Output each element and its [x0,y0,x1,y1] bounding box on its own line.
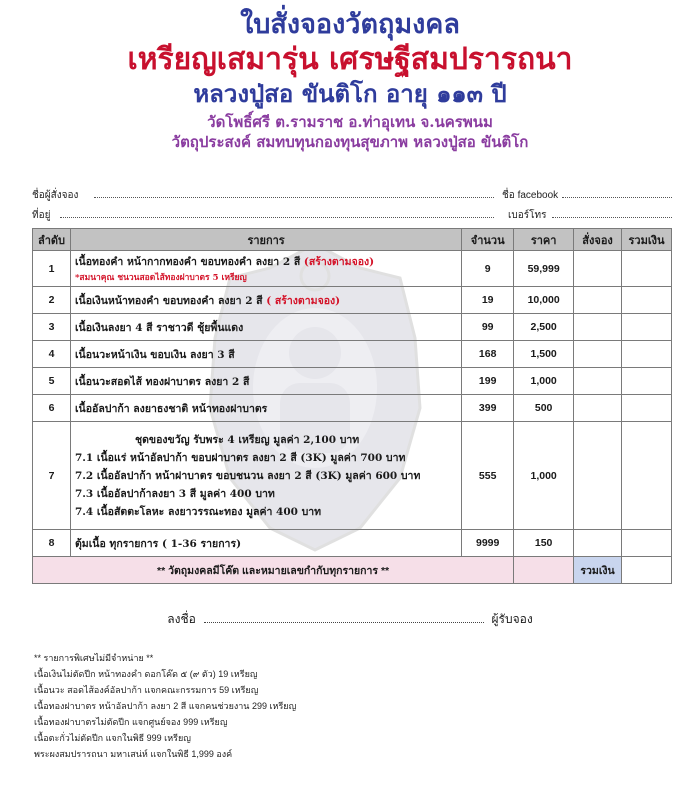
row-no: 5 [33,368,71,395]
row-qty: 9999 [462,530,514,557]
row-qty: 199 [462,368,514,395]
table-row [33,251,672,287]
table-row [33,368,672,395]
package-line: 7.2 เนื้ออัลปาก้า หน้าฝาบาตร ขอบชนวน ลงยา 2 สี (3K) มูลค่า 600 บาท [74,469,421,482]
row-order-cell[interactable] [574,341,622,368]
signature-field[interactable] [204,611,484,623]
row-order-cell[interactable] [574,368,622,395]
package-line: 7.4 เนื้อสัตตะโลหะ ลงยาวรรณะทอง มูลค่า 400 บาท [74,505,322,518]
row-total-cell[interactable] [622,341,672,368]
row-total-cell[interactable] [622,368,672,395]
col-header-price: ราคา [514,229,574,251]
row-total-cell[interactable] [622,287,672,314]
table-row [33,395,672,422]
col-header-order: สั่งจอง [574,229,622,251]
address-row [32,208,672,222]
document-header [0,0,700,152]
facebook-label: ชื่อ facebook [502,190,559,201]
row-price: 500 [514,395,574,422]
row-price: 10,000 [514,287,574,314]
row-no: 4 [33,341,71,368]
note-line: เนื้อเงินไม่ตัดปีก หน้าทองคำ ดอกโค๊ด ๕ (๙ ตัว) 19 เหรียญ [34,669,258,679]
notes-title: ** รายการพิเศษไม่มีจำหน่าย ** [34,653,154,663]
row-item: ตุ้มเนื้อ ทุกรายการ ( 1-36 รายการ) [70,530,461,557]
table-row [33,314,672,341]
footer-blank [514,557,574,584]
row-qty: 168 [462,341,514,368]
note-line: เนื้อทองฝาบาตรไม่ตัดปีก แจกศูนย์จอง 999 เหรียญ [34,717,228,727]
row-item: เนื้ออัลปาก้า ลงยาธงชาติ หน้าทองฝาบาตร [70,395,461,422]
row-order-cell[interactable] [574,314,622,341]
item-tag: ( สร้างตามจอง) [266,294,341,307]
row-qty: 555 [462,422,514,530]
row-order-cell[interactable] [574,287,622,314]
table-row-package [33,422,672,530]
grand-total-label: รวมเงิน [574,557,622,584]
row-qty: 399 [462,395,514,422]
row-order-cell[interactable] [574,251,622,287]
coin-name: เหรียญเสมารุ่น เศรษฐีสมปรารถนา [127,42,573,77]
order-table [32,228,672,584]
address-label: ที่อยู่ [32,210,51,221]
sign-label: ลงชื่อ [167,612,196,626]
table-row [33,530,672,557]
row-price: 2,500 [514,314,574,341]
note-line: เนื้อตะกั่วไม่ตัดปีก แจกในพิธี 999 เหรียญ [34,733,191,743]
address-field[interactable] [60,208,494,218]
signature-line [0,610,700,629]
row-total-cell[interactable] [622,314,672,341]
table-header-row [33,229,672,251]
orderer-label: ชื่อผู้สั่งจอง [32,190,79,201]
package-line: 7.1 เนื้อแร่ หน้าอัลปาก้า ขอบฝาบาตร ลงยา 2 สี (3K) มูลค่า 700 บาท [74,451,406,464]
note-line: เนื้อทองฝาบาตร หน้าอัลปาก้า ลงยา 2 สี แจกคนช่วยงาน 299 เหรียญ [34,701,297,711]
recipient-label: ผู้รับจอง [491,612,533,626]
item-text: เนื้อทองคำ หน้ากากทองคำ ขอบทองคำ ลงยา 2 สี [74,256,301,268]
row-total-cell[interactable] [622,395,672,422]
row-no: 8 [33,530,71,557]
note-line: พระผงสมปรารถนา มหาเสน่ห์ แจกในพิธี 1,999 องค์ [34,749,233,759]
item-text: เนื้อเงินหน้าทองคำ ขอบทองคำ ลงยา 2 สี [74,294,263,307]
row-item: เนื้อนวะหน้าเงิน ขอบเงิน ลงยา 3 สี [70,341,461,368]
orderer-field[interactable] [94,188,494,198]
row-price: 59,999 [514,251,574,287]
row-item [70,287,461,314]
col-header-item: รายการ [70,229,461,251]
orderer-row [32,188,672,202]
row-no: 2 [33,287,71,314]
col-header-no: ลำดับ [33,229,71,251]
row-price: 150 [514,530,574,557]
facebook-field[interactable] [562,188,672,198]
row-no: 6 [33,395,71,422]
row-no: 3 [33,314,71,341]
row-price: 1,000 [514,422,574,530]
table-footer-row [33,557,672,584]
row-total-cell[interactable] [622,251,672,287]
row-item: เนื้อนวะสอดไส้ ทองฝาบาตร ลงยา 2 สี [70,368,461,395]
row-qty: 19 [462,287,514,314]
row-qty: 99 [462,314,514,341]
item-tag: (สร้างตามจอง) [303,256,375,268]
row-order-cell[interactable] [574,395,622,422]
purpose-line: วัตถุประสงค์ สมทบทุนกองทุนสุขภาพ หลวงปู่สอ ขันติโก [171,133,529,151]
table-row [33,287,672,314]
row-qty: 9 [462,251,514,287]
row-item: เนื้อเงินลงยา 4 สี ราชาวดี ชุ้ยพื้นแดง [70,314,461,341]
row-no: 7 [33,422,71,530]
row-price: 1,000 [514,368,574,395]
phone-field[interactable] [552,208,672,218]
package-title: ชุดของขวัญ รับพระ 4 เหรียญ มูลค่า 2,100 บาท [134,433,360,446]
row-item [70,251,461,287]
table-row [33,341,672,368]
footer-note: ** วัตถุมงคลมีโค๊ต และหมายเลขกำกับทุกรายการ ** [33,557,514,584]
row-order-cell[interactable] [574,422,622,530]
phone-label: เบอร์โทร [508,210,547,221]
row-total-cell[interactable] [622,422,672,530]
row-no: 1 [33,251,71,287]
special-notes [34,650,296,762]
temple-address: วัดโพธิ์ศรี ต.รามราช อ.ท่าอุเทน จ.นครพนม [207,113,493,131]
package-line: 7.3 เนื้ออัลปาก้าลงยา 3 สี มูลค่า 400 บาท [74,487,275,500]
col-header-total: รวมเงิน [622,229,672,251]
note-line: เนื้อนวะ สอดไส้องค์อัลปาก้า แจกคณะกรรมการ 59 เหรียญ [34,685,259,695]
col-header-qty: จำนวน [462,229,514,251]
package-item [70,422,461,530]
grand-total-cell[interactable] [622,557,672,584]
row-price: 1,500 [514,341,574,368]
row-total-cell[interactable] [622,530,672,557]
monk-name: หลวงปู่สอ ขันติโก อายุ ๑๑๓ ปี [193,79,507,108]
document-title: ใบสั่งจองวัตถุมงคล [240,9,460,40]
row-order-cell[interactable] [574,530,622,557]
item-note: *สมนาคุณ ชนวนสอดไส้ทองฝาบาตร 5 เหรียญ [74,273,247,283]
